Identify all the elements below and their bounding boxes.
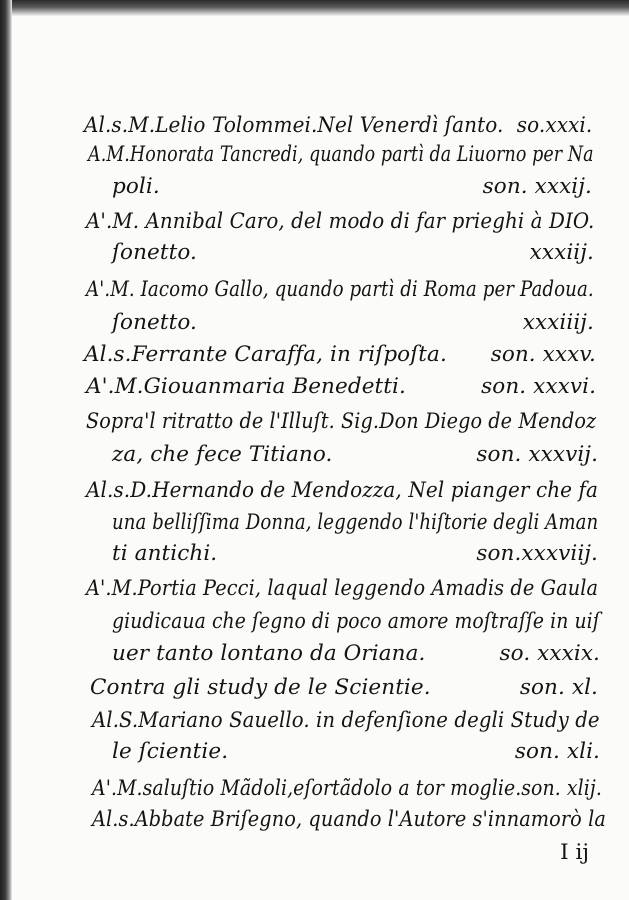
toc-line [86, 574, 598, 604]
toc-entry-text: A.M.Honorata Tancredi, quando partì da Liuorno per Na [88, 142, 594, 167]
toc-entry-text: Al.s.M.Lelio Tolommei.Nel Venerdì ſanto. [84, 113, 504, 138]
toc-line [90, 673, 598, 703]
toc-entry-ref: so.xxxi. [516, 113, 592, 138]
toc-line [86, 476, 598, 506]
toc-entry-text: ti antichi. [112, 541, 218, 566]
toc-entry-text: Al.s.Abbate Briſegno, quando l'Autore s'innamorò la [92, 807, 606, 832]
toc-entry-ref: son. xxxij. [482, 174, 592, 199]
toc-entry-ref: so. xxxix. [499, 641, 600, 666]
toc-line [88, 140, 594, 170]
toc-entry-text: A'.M. Annibal Caro, del modo di far prieghi à DIO. [86, 209, 595, 234]
toc-entry-text: A'.M. Iacomo Gallo, quando partì di Roma per Padoua. [86, 277, 594, 302]
toc-entry-text: A'.M.Giouanmaria Benedetti. [86, 374, 406, 399]
toc-entry-ref: xxxiiij. [522, 310, 594, 335]
toc-line [112, 607, 600, 637]
toc-line [112, 508, 598, 538]
toc-line [86, 407, 596, 437]
signature-mark: I ij [560, 840, 589, 865]
toc-entry-ref: son. xl. [519, 675, 598, 700]
toc-line [84, 340, 596, 370]
toc-entry-text: poli. [112, 174, 160, 199]
toc-entry-text: Al.s.Ferrante Caraffa, in riſpoſta. [84, 342, 447, 367]
toc-entry-text: A'.M.Portia Pecci, laqual leggendo Amadis de Gaula [86, 576, 599, 601]
toc-line [112, 639, 600, 669]
toc-entry-ref: xxxiij. [529, 240, 594, 265]
toc-line [84, 111, 592, 141]
toc-line [112, 308, 594, 338]
toc-line [112, 440, 598, 470]
toc-entry-text: Sopra'l ritratto de l'Illuſt. Sig.Don Diego de Mendoz [86, 409, 597, 434]
toc-entry-text: ſonetto. [112, 310, 197, 335]
toc-entry-text: Contra gli study de le Scientie. [90, 675, 431, 700]
toc-line [86, 275, 594, 305]
toc-entry-ref: son. xxxv. [490, 342, 596, 367]
toc-line [86, 372, 596, 402]
toc-entry-text: ſonetto. [112, 240, 197, 265]
toc-entry-text: Al.S.Mariano Sauello. in defenſione degli Study de [92, 708, 600, 733]
toc-entry-text: Al.s.D.Hernando de Mendozza, Nel pianger che fa [86, 478, 599, 503]
toc-entry-text: le ſcientie. [112, 739, 229, 764]
toc-entry-text: A'.M.saluſtio Mãdoli,eſortãdolo a tor moglie.son. xlij. [92, 776, 602, 801]
toc-line [92, 805, 606, 835]
toc-entry-ref: son. xxxvi. [481, 374, 596, 399]
toc-entry-text: giudicaua che ſegno di poco amore moſtraſſe in uiſ [112, 609, 600, 634]
toc-line [86, 207, 594, 237]
toc-line [92, 706, 600, 736]
toc-entry-text: una belliſſima Donna, leggendo l'hiſtorie degli Aman [112, 510, 599, 535]
toc-line [112, 737, 600, 767]
toc-entry-text: uer tanto lontano da Oriana. [112, 641, 426, 666]
toc-entry-text: za, che fece Titiano. [112, 442, 333, 467]
toc-line [112, 238, 594, 268]
toc-line [112, 172, 592, 202]
toc-line [112, 539, 598, 569]
toc-entry-ref: son. xli. [514, 739, 600, 764]
toc-line [92, 774, 602, 804]
toc-entry-ref: son.xxxviij. [476, 541, 598, 566]
toc-entry-ref: son. xxxvij. [476, 442, 598, 467]
